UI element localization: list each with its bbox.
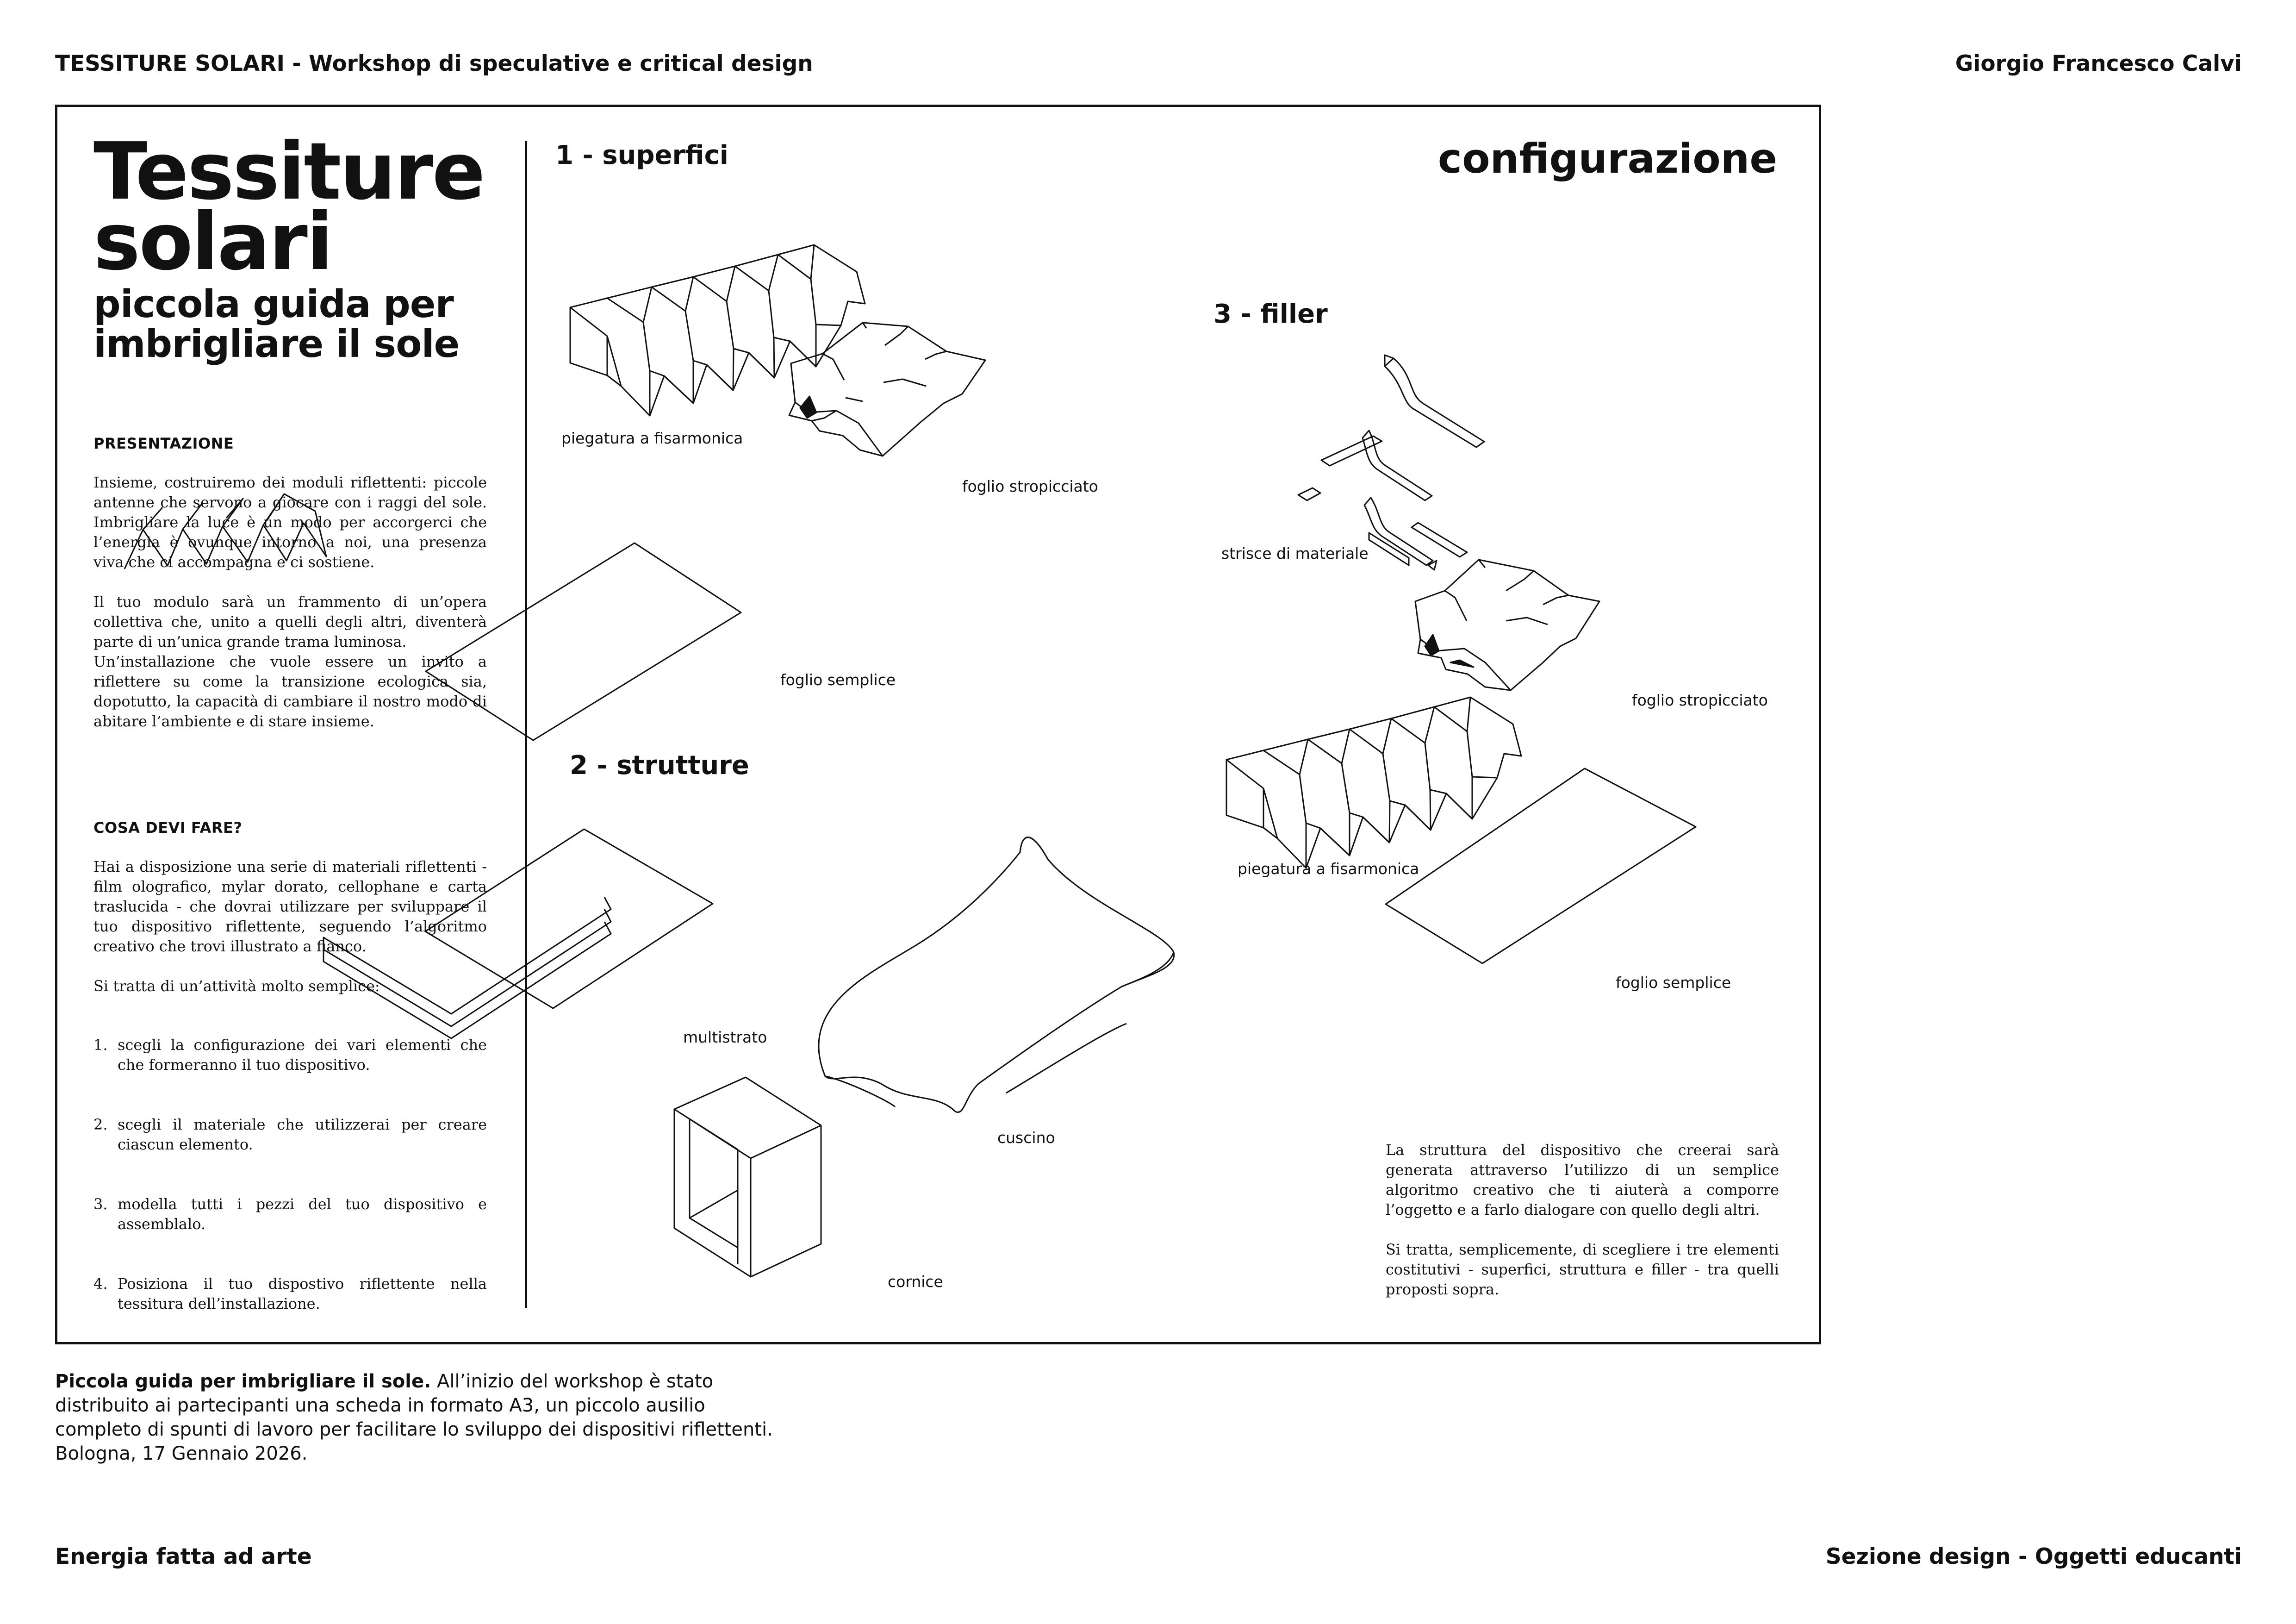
section-2-heading: 2 - strutture: [570, 750, 749, 781]
cosa-devi-fare-text: Hai a disposizione una serie di materiali riflettenti - film olografico, mylar dorato, cellophane e carta traslucida - che dovrai utilizzare per sviluppare il tuo dispositivo riflettente, seguendo l’algoritmo creativo che trovi illustrato a fianco. Si tratta di un’attività molto semplice:: [93, 858, 487, 995]
crumpled-sheet-creases: [795, 323, 946, 456]
accordion-panel: [778, 245, 865, 325]
caption-title: Piccola guida per imbrigliare il sole.: [55, 1371, 431, 1392]
pillow-seams: [827, 952, 1174, 1107]
label-stropicciato-1: foglio stropicciato: [962, 477, 1098, 495]
label-piegatura-2: piegatura a fisarmonica: [1238, 860, 1419, 878]
label-multistrato: multistrato: [683, 1028, 767, 1046]
label-strisce: strisce di materiale: [1221, 544, 1369, 562]
plain-sheet-drawing-2: [1386, 768, 1696, 963]
label-cuscino: cuscino: [997, 1129, 1055, 1147]
subtitle-line-1: piccola guida per: [93, 282, 454, 326]
crumpled-sheet-drawing-2: [1415, 560, 1599, 690]
header-subtitle: Workshop di speculative e critical design: [301, 51, 813, 76]
header-author: Giorgio Francesco Calvi: [1955, 51, 2242, 76]
presentazione-heading: PRESENTAZIONE: [93, 435, 234, 452]
crumpled-sheet-shadow: [1425, 635, 1474, 667]
step-text: scegli la configurazione dei vari elementi che che formeranno il tuo dispositivo.: [118, 1036, 487, 1074]
step-number: 2.: [93, 1116, 108, 1133]
accordion-fold-drawing-1: [124, 494, 326, 569]
step-number: 4.: [93, 1275, 108, 1293]
label-semplice-2: foglio semplice: [1616, 974, 1731, 992]
accordion-panel: [570, 298, 650, 416]
accordion-panel: [735, 255, 816, 367]
cosa-devi-fare-heading: COSA DEVI FARE?: [93, 819, 243, 837]
section-3-heading: 3 - filler: [1213, 299, 1328, 329]
configurazione-heading: configurazione: [1437, 135, 1777, 182]
header-project-name: TESSITURE SOLARI -: [55, 51, 301, 76]
presentazione-text: Insieme, costruiremo dei moduli riflettenti: piccole antenne che servono a giocare con i raggi del sole. Imbrigliare la luce è un modo per accorgerci che l’energia è ovunque intorno a noi, una presenza viva che ci accompagna e ci sostiene. Il tuo modulo sarà un frammento di un’opera collettiva che, unito a quelli degli altri, diventerà parte di un’unica grande trama luminosa. Un’installazione che vuole essere un invito a riflettere su come la transizione ecologica sia, dopotutto, la capacità di cambiare il nostro modo di abitare l’ambiente e di stare insieme.: [93, 474, 487, 730]
subtitle-line-2: imbrigliare il sole: [93, 322, 460, 366]
accordion-panel: [570, 307, 607, 375]
a3-sheet: [55, 105, 1821, 1344]
multilayer-layer-3: [324, 922, 611, 1038]
strips-drawing: [1298, 355, 1484, 570]
step-text: modella tutti i pezzi del tuo dispositivo e assemblalo.: [118, 1195, 487, 1233]
algoritmo-text: La struttura del dispositivo che creerai sarà generata attraverso l’utilizzo di un semplice algoritmo creativo che ti aiuterà a comporre l’oggetto e a farlo dialogare con quello degli altri. Si tratta, semplicemente, di scegliere i tre elementi costitutivi - superfici, struttura e filler - tra quelli proposti sopra.: [1386, 1141, 1779, 1298]
crumpled-sheet-shadow: [800, 396, 816, 418]
section-1-heading: 1 - superfici: [555, 140, 728, 170]
label-cornice: cornice: [888, 1273, 943, 1291]
step-number: 1.: [93, 1036, 108, 1054]
plain-sheet-drawing-1: [426, 543, 741, 740]
figure-caption: [55, 1369, 777, 1466]
multilayer-top-sheet: [425, 829, 713, 1008]
header-left: [55, 51, 813, 76]
label-stropicciato-2: foglio stropicciato: [1632, 691, 1768, 709]
step-text: scegli il materiale che utilizzerai per creare ciascun elemento.: [118, 1116, 487, 1153]
title-line-2: solari: [93, 196, 332, 288]
footer-left: Energia fatta ad arte: [55, 1544, 312, 1569]
caption-text: All’inizio del workshop è stato distribuito ai partecipanti una scheda in formato A3, un piccolo ausilio completo di spunti di lavoro per facilitare lo sviluppo dei dispositivi riflettenti. Bologna, 17 Gennaio 2026.: [55, 1371, 773, 1464]
step-number: 3.: [93, 1195, 108, 1213]
step-text: Posiziona il tuo dispostivo riflettente nella tessitura dell’installazione.: [118, 1275, 487, 1312]
label-semplice-1: foglio semplice: [780, 671, 896, 689]
frame-drawing: [674, 1077, 821, 1277]
pillow-drawing: [819, 837, 1174, 1112]
crumpled-sheet-drawing-1: [789, 323, 985, 456]
label-piegatura-1: piegatura a fisarmonica: [561, 429, 743, 447]
footer-right: Sezione design - Oggetti educanti: [1825, 1544, 2242, 1569]
title-line-1: Tessiture: [93, 126, 484, 218]
